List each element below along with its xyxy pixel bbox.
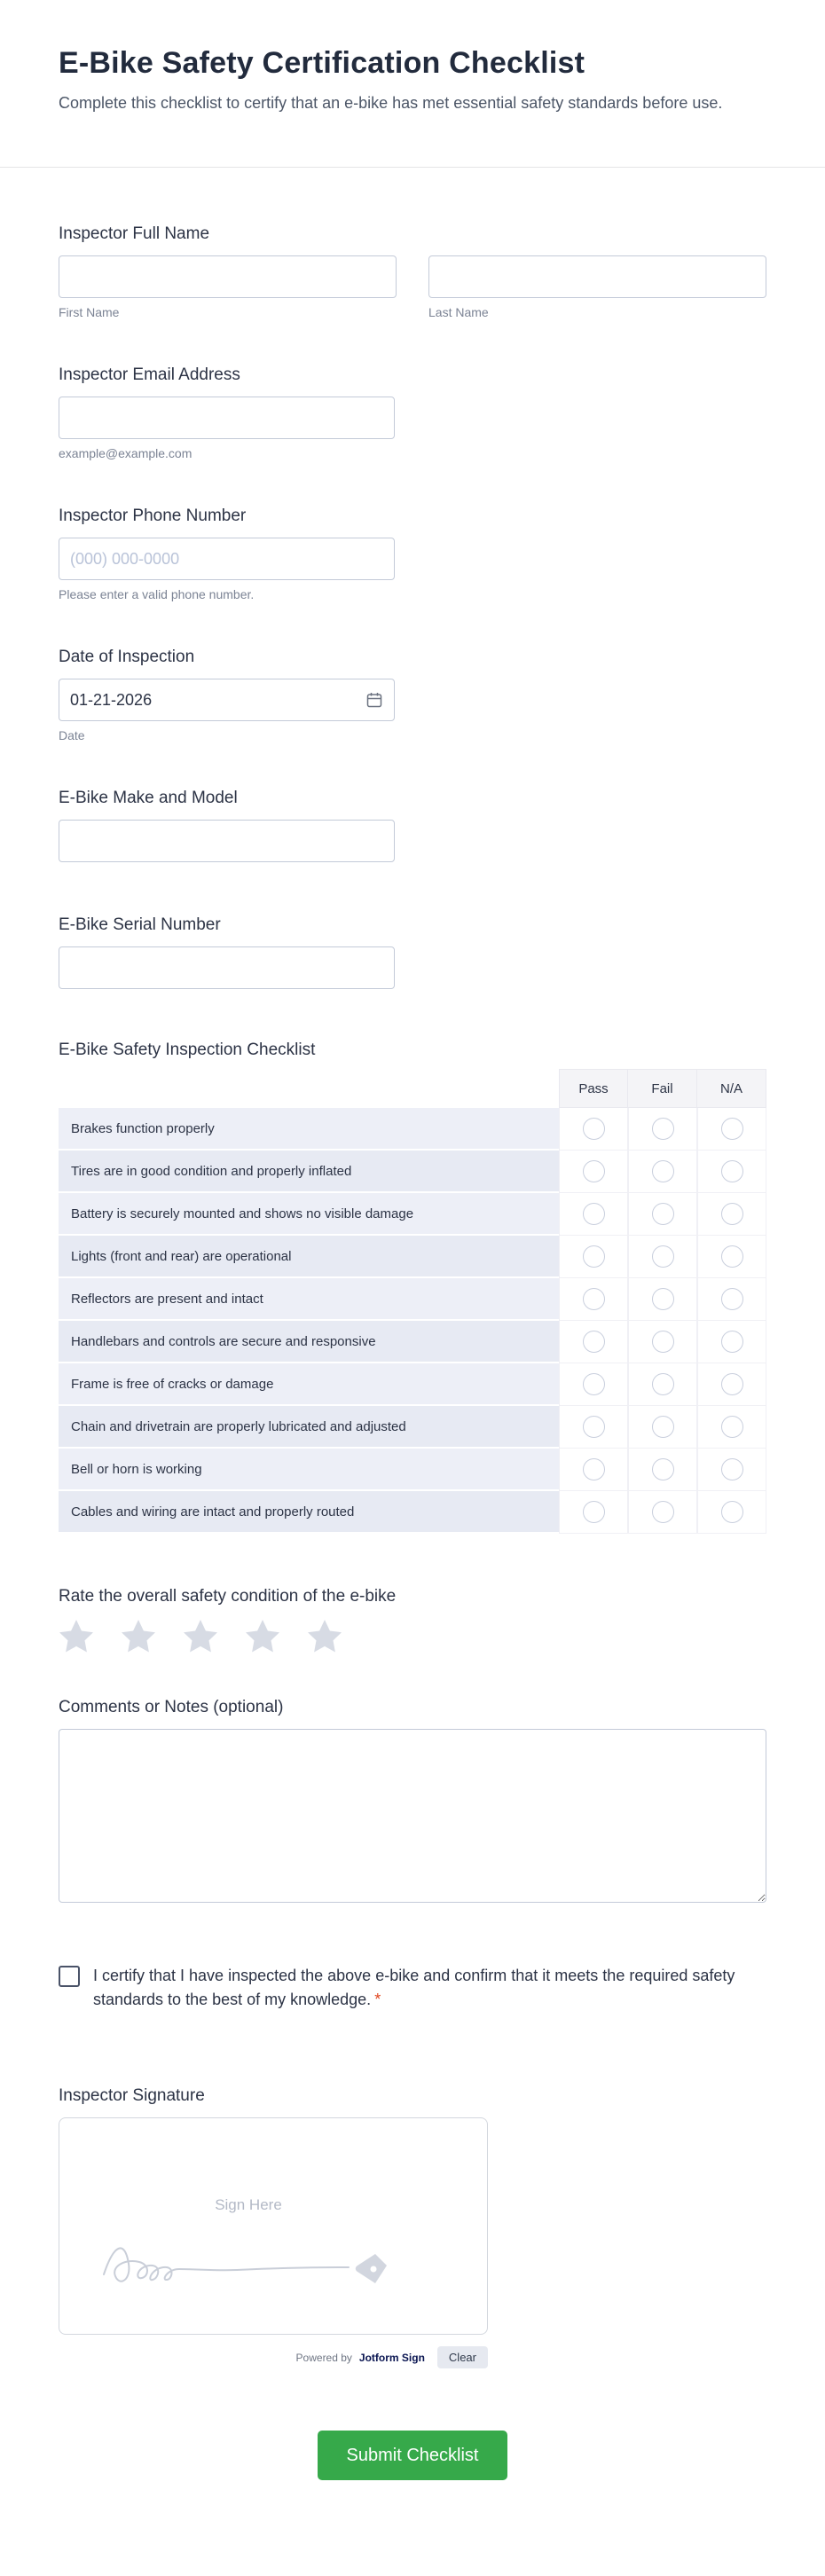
- radio-pass[interactable]: [583, 1160, 605, 1182]
- checklist-header-empty: [59, 1069, 559, 1108]
- radio-fail[interactable]: [652, 1288, 674, 1310]
- table-row: [59, 1363, 766, 1406]
- radio-pass[interactable]: [583, 1501, 605, 1523]
- date-sublabel: Date: [59, 728, 85, 742]
- name-row: [59, 255, 766, 319]
- field-make-model: [59, 789, 766, 862]
- checklist-table: [59, 1069, 766, 1534]
- certify-text: [93, 1964, 737, 2012]
- phone-label: Inspector Phone Number: [59, 507, 247, 525]
- star-icon[interactable]: [59, 1618, 94, 1653]
- radio-na[interactable]: [721, 1373, 743, 1395]
- table-row: [59, 1321, 766, 1363]
- field-signature: [59, 2086, 766, 2368]
- comments-label: Comments or Notes (optional): [59, 1698, 284, 1716]
- star-icon[interactable]: [183, 1618, 218, 1653]
- row-label: Battery is securely mounted and shows no visible damage: [59, 1193, 559, 1236]
- field-checklist: [59, 1041, 766, 1534]
- email-field[interactable]: [59, 397, 395, 439]
- submit-row: [59, 2431, 766, 2480]
- field-rating: [59, 1587, 766, 1653]
- signature-label: Inspector Signature: [59, 2086, 205, 2105]
- table-row: [59, 1491, 766, 1534]
- row-label: Bell or horn is working: [59, 1449, 559, 1491]
- radio-na[interactable]: [721, 1203, 743, 1225]
- table-row: [59, 1108, 766, 1151]
- field-date: [59, 648, 766, 742]
- email-label: Inspector Email Address: [59, 365, 240, 384]
- column-header-pass: Pass: [559, 1069, 628, 1108]
- radio-fail[interactable]: [652, 1118, 674, 1140]
- sign-here-text: Sign Here: [215, 2196, 282, 2213]
- signature-pad[interactable]: [59, 2117, 488, 2335]
- first-name-input[interactable]: [59, 255, 397, 298]
- radio-pass[interactable]: [583, 1203, 605, 1225]
- row-label: Cables and wiring are intact and properly routed: [59, 1491, 559, 1534]
- row-label: Handlebars and controls are secure and responsive: [59, 1321, 559, 1363]
- required-asterisk: *: [374, 1991, 381, 2008]
- radio-fail[interactable]: [652, 1160, 674, 1182]
- radio-na[interactable]: [721, 1118, 743, 1140]
- last-name-sublabel: Last Name: [428, 305, 489, 319]
- first-name-col: [59, 255, 397, 319]
- radio-pass[interactable]: [583, 1245, 605, 1268]
- last-name-input[interactable]: [428, 255, 766, 298]
- table-row: [59, 1236, 766, 1278]
- row-label: Tires are in good condition and properly inflated: [59, 1151, 559, 1193]
- first-name-sublabel: First Name: [59, 305, 120, 319]
- make-model-input[interactable]: [59, 820, 395, 862]
- radio-pass[interactable]: [583, 1118, 605, 1140]
- table-row: [59, 1449, 766, 1491]
- radio-pass[interactable]: [583, 1416, 605, 1438]
- radio-fail[interactable]: [652, 1245, 674, 1268]
- certify-checkbox[interactable]: [59, 1966, 80, 1987]
- form-header: [0, 0, 825, 115]
- phone-sublabel: Please enter a valid phone number.: [59, 587, 255, 601]
- row-label: Brakes function properly: [59, 1108, 559, 1151]
- checklist-label: E-Bike Safety Inspection Checklist: [59, 1041, 316, 1059]
- field-full-name: [59, 224, 766, 319]
- field-email: [59, 365, 766, 460]
- page-subtitle: Complete this checklist to certify that an e-bike has met essential safety standards before use.: [59, 94, 723, 112]
- full-name-label: Inspector Full Name: [59, 224, 210, 243]
- rating-label: Rate the overall safety condition of the e-bike: [59, 1587, 397, 1606]
- email-sublabel: example@example.com: [59, 446, 192, 460]
- clear-button[interactable]: Clear: [437, 2346, 488, 2368]
- star-icon[interactable]: [307, 1618, 342, 1653]
- signature-footer: [59, 2346, 488, 2368]
- checklist-header-row: [59, 1069, 766, 1108]
- star-rating: [59, 1618, 766, 1653]
- jotform-sign-brand: Jotform Sign: [358, 2351, 425, 2364]
- radio-na[interactable]: [721, 1160, 743, 1182]
- radio-fail[interactable]: [652, 1416, 674, 1438]
- serial-label: E-Bike Serial Number: [59, 915, 221, 934]
- radio-fail[interactable]: [652, 1458, 674, 1480]
- serial-input[interactable]: [59, 946, 395, 989]
- radio-na[interactable]: [721, 1245, 743, 1268]
- table-row: [59, 1151, 766, 1193]
- row-label: Chain and drivetrain are properly lubricated and adjusted: [59, 1406, 559, 1449]
- radio-na[interactable]: [721, 1288, 743, 1310]
- radio-fail[interactable]: [652, 1331, 674, 1353]
- star-icon[interactable]: [121, 1618, 156, 1653]
- column-header-na: N/A: [697, 1069, 766, 1108]
- certify-statement: I certify that I have inspected the above e-bike and confirm that it meets the required safety standards to the best of my knowledge.: [93, 1967, 735, 2008]
- radio-fail[interactable]: [652, 1501, 674, 1523]
- date-input[interactable]: [59, 679, 395, 721]
- make-model-label: E-Bike Make and Model: [59, 789, 238, 807]
- star-icon[interactable]: [245, 1618, 280, 1653]
- radio-na[interactable]: [721, 1458, 743, 1480]
- row-label: Frame is free of cracks or damage: [59, 1363, 559, 1406]
- powered-by-text: Powered by: [295, 2351, 352, 2364]
- radio-fail[interactable]: [652, 1373, 674, 1395]
- submit-button[interactable]: Submit Checklist: [318, 2431, 507, 2480]
- radio-na[interactable]: [721, 1416, 743, 1438]
- phone-input[interactable]: [59, 538, 395, 580]
- row-label: Reflectors are present and intact: [59, 1278, 559, 1321]
- table-row: [59, 1406, 766, 1449]
- last-name-col: [428, 255, 766, 319]
- column-header-fail: Fail: [628, 1069, 697, 1108]
- radio-fail[interactable]: [652, 1203, 674, 1225]
- radio-na[interactable]: [721, 1501, 743, 1523]
- field-serial: [59, 915, 766, 989]
- row-label: Lights (front and rear) are operational: [59, 1236, 559, 1278]
- date-wrap: [59, 679, 395, 721]
- table-row: [59, 1278, 766, 1321]
- radio-pass[interactable]: [583, 1373, 605, 1395]
- radio-pass[interactable]: [583, 1331, 605, 1353]
- date-label: Date of Inspection: [59, 648, 195, 666]
- page-title: E-Bike Safety Certification Checklist: [59, 46, 585, 80]
- signature-scribble: [95, 2223, 450, 2303]
- radio-pass[interactable]: [583, 1288, 605, 1310]
- certify-row: [59, 1964, 766, 2012]
- radio-pass[interactable]: [583, 1458, 605, 1480]
- radio-na[interactable]: [721, 1331, 743, 1353]
- field-comments: [59, 1698, 766, 1907]
- table-row: [59, 1193, 766, 1236]
- calendar-icon[interactable]: [365, 690, 384, 710]
- comments-textarea[interactable]: [59, 1729, 766, 1903]
- form-body: [0, 168, 825, 2555]
- field-phone: [59, 507, 766, 601]
